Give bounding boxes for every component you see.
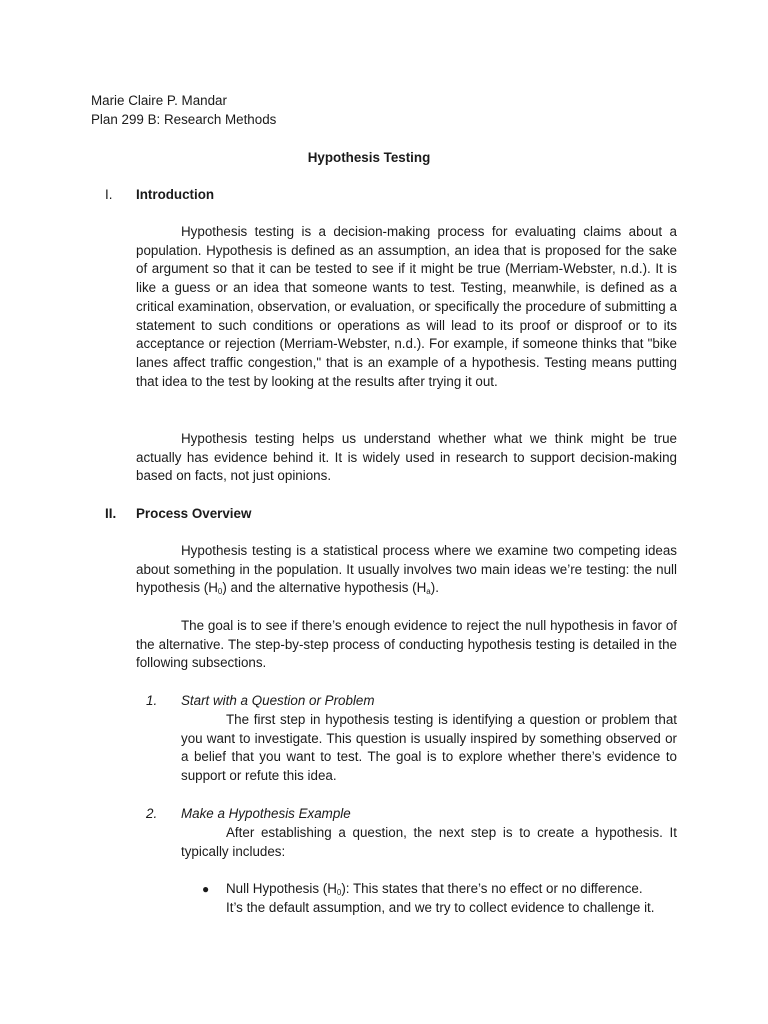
subsection-1-text: The first step in hypothesis testing is identifying a question or problem that you want to investigate. This question is usually inspired by something observed or a belief that you want to test. The goal is to explore whether there’s evidence to support or refute this idea. <box>181 712 677 784</box>
process-paragraph-2: The goal is to see if there’s enough evidence to reject the null hypothesis in favor of the alternative. The step-by-step process of conducting hypothesis testing is detailed in the following subsections. <box>136 618 677 671</box>
document-title: Hypothesis Testing <box>307 150 431 165</box>
subscript-zero: 0 <box>217 587 223 597</box>
subsection-1-title: Start with a Question or Problem <box>181 693 375 708</box>
bullet-icon: ● <box>202 882 210 896</box>
section-1-number: I. <box>105 187 113 202</box>
subsection-2-text: After establishing a question, the next step is to create a hypothesis. It typically includes: <box>181 825 677 859</box>
null-hypothesis-bullet: Null Hypothesis $(H_0)$: This states that there’s no effect or no difference. It’s the default assumption, and we try to collect evidence to challenge it. <box>226 881 655 915</box>
subsection-2-number: 2. <box>146 806 158 821</box>
subsection-1-number: 1. <box>146 693 158 708</box>
intro-paragraph-1: Hypothesis testing is a decision-making process for evaluating claims about a population. Hypothesis is defined as an assumption, an idea that is proposed for the sake of argument so that it can be tested to see if it might be true (Merriam-Webster, n.d.). It is like a guess or an idea that someone wants to test. Testing, meanwhile, is defined as a critical examination, observation, or evaluation, or specifically the procedure of submitting a statement to such conditions or operations as will lead to its proof or disproof or to its acceptance or rejection (Merriam-Webster, n.d.). For example, if someone thinks that "bike lanes affect traffic congestion," that is an example of a hypothesis. Testing means putting that idea to the test by looking at the results after trying it out. <box>136 224 677 389</box>
subscript-zero: 0 <box>336 888 342 897</box>
section-1-title: Introduction <box>136 187 215 202</box>
subsection-2-title: Make a Hypothesis Example <box>181 806 351 821</box>
intro-paragraph-2: Hypothesis testing helps us understand whether what we think might be true actually has evidence behind it. It is widely used in research to support decision-making based on facts, not just opinions. <box>136 431 677 484</box>
section-2-number: II. <box>105 506 117 521</box>
course-name: Plan 299 B: Research Methods <box>91 112 277 127</box>
section-2-title: Process Overview <box>136 506 252 521</box>
subscript-a: a <box>426 587 431 597</box>
author-name: Marie Claire P. Mandar <box>91 93 227 108</box>
process-paragraph-1: Hypothesis testing is a statistical process where we examine two competing ideas about something in the population. It usually involves two main ideas we’re testing: the null hypothesis $(H_0)$ and the alternative hypothesis $(H_a)$. <box>136 543 677 597</box>
